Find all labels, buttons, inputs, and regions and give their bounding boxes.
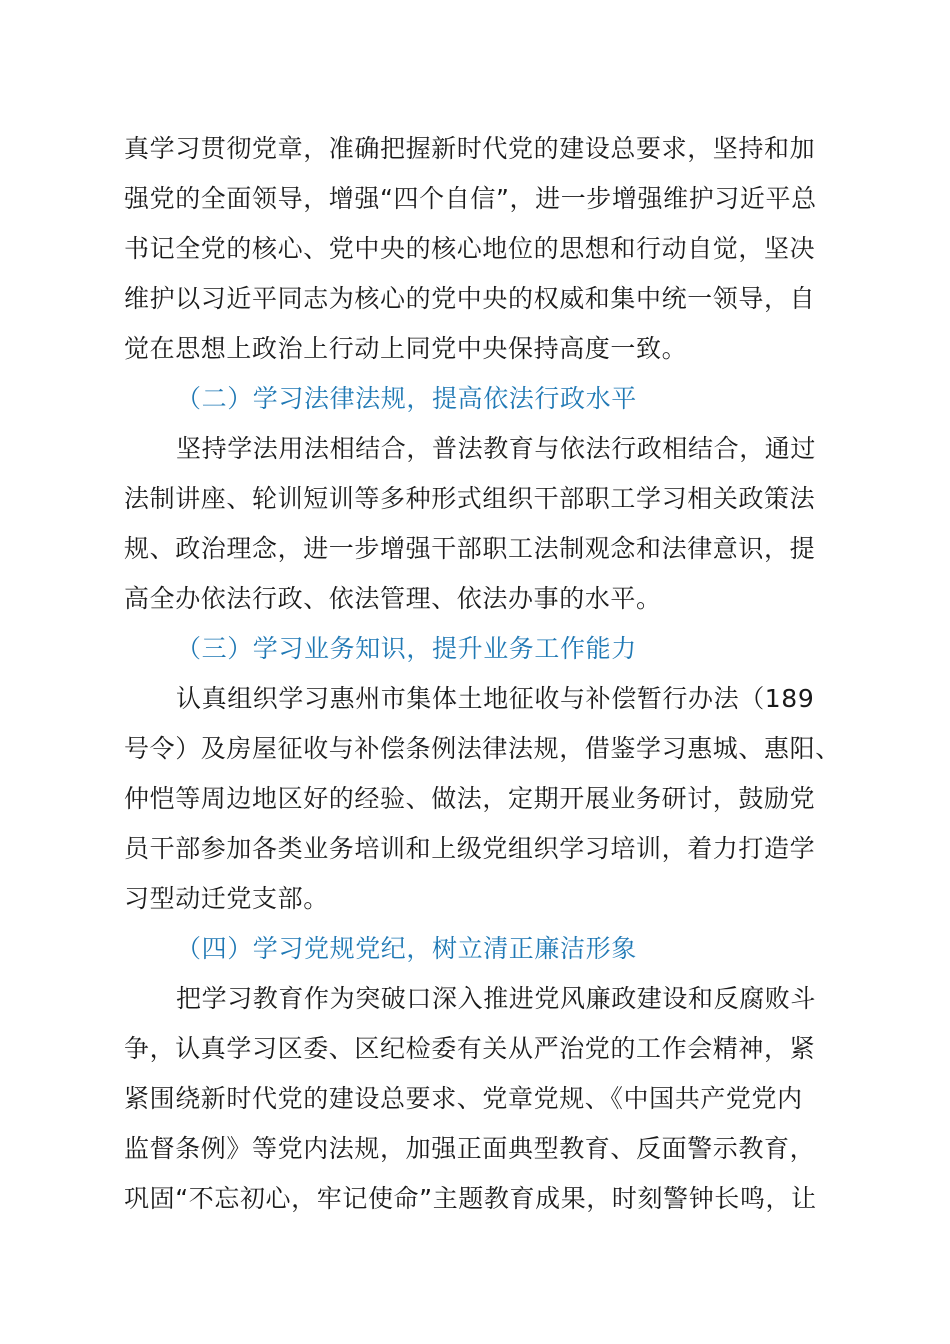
paragraph-line: 员干部参加各类业务培训和上级党组织学习培训，着力打造学 — [124, 834, 816, 863]
paragraph-line: 真学习贯彻党章，准确把握新时代党的建设总要求，坚持和加 — [124, 134, 816, 163]
paragraph-line: 巩固“不忘初心，牢记使命”主题教育成果，时刻警钟长鸣，让 — [124, 1184, 817, 1213]
paragraph-line: 法制讲座、轮训短训等多种形式组织干部职工学习相关政策法 — [124, 484, 816, 513]
paragraph-line: 紧围绕新时代党的建设总要求、党章党规、《中国共产党党内 — [124, 1084, 803, 1113]
paragraph-line: 书记全党的核心、党中央的核心地位的思想和行动自觉，坚决 — [124, 234, 816, 263]
paragraph-line: 坚持学法用法相结合，普法教育与依法行政相结合，通过 — [176, 434, 817, 463]
paragraph-line: 强党的全面领导，增强“四个自信”，进一步增强维护习近平总 — [124, 184, 817, 213]
paragraph-line: 把学习教育作为突破口深入推进党风廉政建设和反腐败斗 — [176, 984, 817, 1013]
paragraph-line: 规、政治理念，进一步增强干部职工法制观念和法律意识，提 — [124, 534, 816, 563]
section-heading-4: （四）学习党规党纪，树立清正廉洁形象 — [176, 934, 637, 963]
paragraph-line: 争，认真学习区委、区纪检委有关从严治党的工作会精神，紧 — [124, 1034, 816, 1063]
paragraph-line: 习型动迁党支部。 — [124, 884, 329, 913]
paragraph-line: 仲恺等周边地区好的经验、做法，定期开展业务研讨，鼓励党 — [124, 784, 816, 813]
paragraph-line: 觉在思想上政治上行动上同党中央保持高度一致。 — [124, 334, 688, 363]
paragraph-line: 号令）及房屋征收与补偿条例法律法规，借鉴学习惠城、惠阳、 — [124, 734, 841, 763]
paragraph-line: 监督条例》等党内法规，加强正面典型教育、反面警示教育， — [124, 1134, 816, 1163]
paragraph-line: 高全办依法行政、依法管理、依法办事的水平。 — [124, 584, 662, 613]
section-heading-2: （二）学习法律法规，提高依法行政水平 — [176, 384, 637, 413]
paragraph-line: 认真组织学习惠州市集体土地征收与补偿暂行办法（189 — [176, 684, 815, 713]
paragraph-line: 维护以习近平同志为核心的党中央的权威和集中统一领导，自 — [124, 284, 816, 313]
section-heading-3: （三）学习业务知识，提升业务工作能力 — [176, 634, 637, 663]
